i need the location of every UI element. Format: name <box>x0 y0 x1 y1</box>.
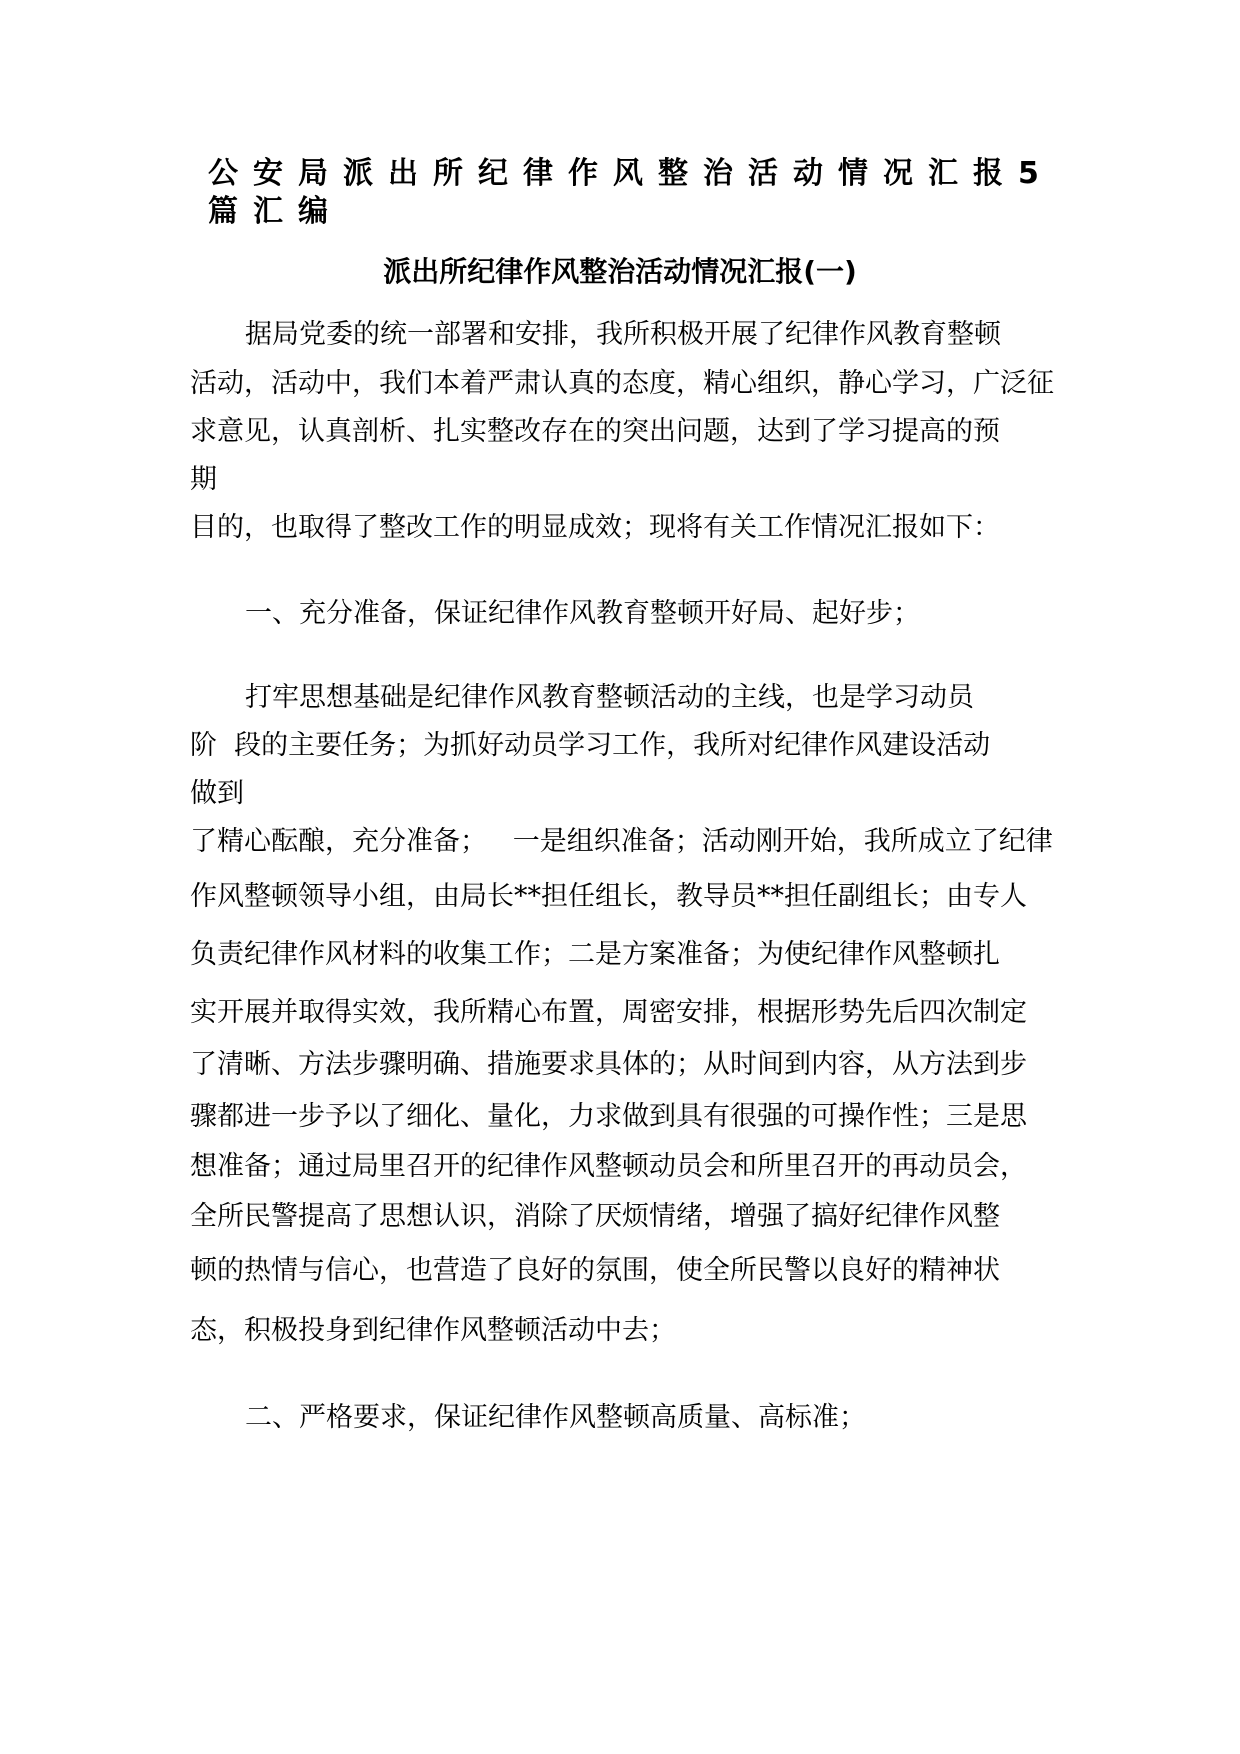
paragraph-line: 作风整顿领导小组，由局长**担任组长，教导员**担任副组长；由专人 <box>190 881 1027 912</box>
paragraph-line: 负责纪律作风材料的收集工作；二是方案准备；为使纪律作风整顿扎 <box>190 939 1000 970</box>
heading-line: 一、充分准备，保证纪律作风教育整顿开好局、起好步； <box>245 598 920 629</box>
paragraph-line: 据局党委的统一部署和安排，我所积极开展了纪律作风教育整顿 <box>245 319 1001 350</box>
paragraph-line: 了清晰、方法步骤明确、措施要求具体的；从时间到内容，从方法到步 <box>190 1049 1027 1080</box>
section-title: 派出所纪律作风整治活动情况汇报(一) <box>383 255 857 288</box>
paragraph-line: 求意见，认真剖析、扎实整改存在的突出问题，达到了学习提高的预 <box>190 416 1000 447</box>
paragraph-line: 活动，活动中，我们本着严肃认真的态度，精心组织，静心学习，广泛征 <box>190 368 1054 399</box>
paragraph-line: 期 <box>190 464 217 495</box>
paragraph-line: 实开展并取得实效，我所精心布置，周密安排，根据形势先后四次制定 <box>190 997 1027 1028</box>
paragraph-line: 态，积极投身到纪律作风整顿活动中去； <box>190 1315 676 1346</box>
heading-line: 二、严格要求，保证纪律作风整顿高质量、高标准； <box>245 1402 866 1433</box>
paragraph-line: 阶 段的主要任务；为抓好动员学习工作，我所对纪律作风建设活动 <box>190 730 991 761</box>
paragraph-line: 目的，也取得了整改工作的明显成效；现将有关工作情况汇报如下： <box>190 512 1000 543</box>
paragraph-line: 打牢思想基础是纪律作风教育整顿活动的主线，也是学习动员 <box>245 682 974 713</box>
paragraph-line: 做到 <box>190 778 244 809</box>
document-title: 公安局派出所纪律作风整治活动情况汇报5篇汇编 <box>208 156 1054 229</box>
paragraph-line: 全所民警提高了思想认识，消除了厌烦情绪，增强了搞好纪律作风整 <box>190 1201 1000 1232</box>
paragraph-line: 骤都进一步予以了细化、量化，力求做到具有很强的可操作性；三是思 <box>190 1101 1027 1132</box>
paragraph-line: 了精心酝酿，充分准备； 一是组织准备；活动刚开始，我所成立了纪律 <box>190 826 1053 857</box>
paragraph-line: 想准备；通过局里召开的纪律作风整顿动员会和所里召开的再动员会， <box>190 1151 1027 1182</box>
paragraph-line: 顿的热情与信心，也营造了良好的氛围，使全所民警以良好的精神状 <box>190 1255 1000 1286</box>
